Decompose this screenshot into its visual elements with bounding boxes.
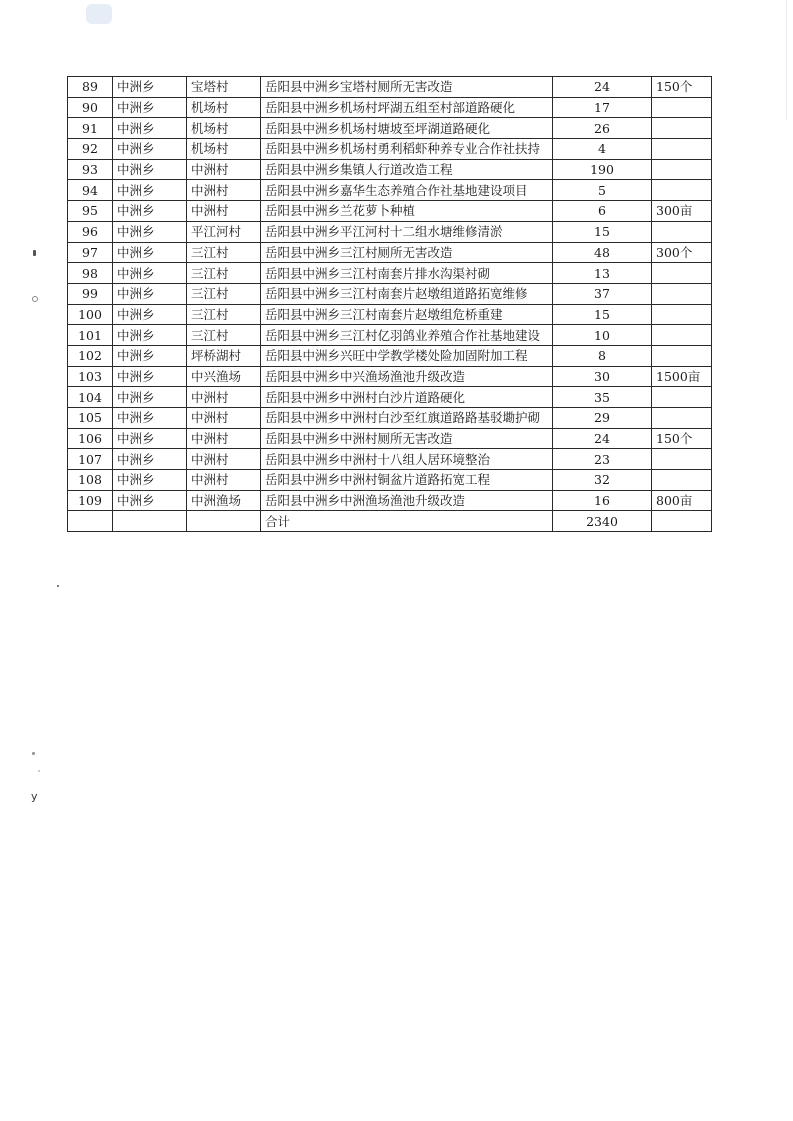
table-row (68, 180, 712, 201)
row-number-cell: 93 (68, 159, 113, 180)
township-cell: 中洲乡 (113, 77, 187, 98)
scale-cell (652, 118, 712, 139)
scan-speck (32, 296, 38, 302)
row-number-cell: 98 (68, 263, 113, 284)
table-row (68, 325, 712, 346)
amount-cell: 15 (553, 221, 652, 242)
total-row (68, 511, 712, 532)
village-cell: 三江村 (187, 325, 261, 346)
table-row (68, 221, 712, 242)
amount-cell: 23 (553, 449, 652, 470)
scan-speck (57, 585, 59, 587)
row-number-cell: 101 (68, 325, 113, 346)
amount-cell: 10 (553, 325, 652, 346)
scan-speck (33, 250, 36, 256)
table-row (68, 428, 712, 449)
township-cell: 中洲乡 (113, 449, 187, 470)
scale-cell (652, 180, 712, 201)
scale-cell (652, 221, 712, 242)
township-cell: 中洲乡 (113, 325, 187, 346)
scale-cell (652, 283, 712, 304)
township-cell: 中洲乡 (113, 263, 187, 284)
township-cell: 中洲乡 (113, 283, 187, 304)
row-number-cell: 107 (68, 449, 113, 470)
township-cell: 中洲乡 (113, 428, 187, 449)
village-cell: 中洲村 (187, 201, 261, 222)
amount-cell: 24 (553, 77, 652, 98)
project-name-cell: 岳阳县中洲乡三江村南套片赵墩组道路拓宽维修 (261, 283, 553, 304)
table-row (68, 449, 712, 470)
scan-speck (38, 770, 40, 772)
table-row (68, 97, 712, 118)
row-number-cell: 105 (68, 408, 113, 429)
amount-cell: 35 (553, 387, 652, 408)
scan-speck (32, 752, 35, 755)
scale-cell (652, 263, 712, 284)
table-row (68, 490, 712, 511)
project-name-cell: 岳阳县中洲乡中兴渔场渔池升级改造 (261, 366, 553, 387)
village-cell: 宝塔村 (187, 77, 261, 98)
project-name-cell: 岳阳县中洲乡机场村坪湖五组至村部道路硬化 (261, 97, 553, 118)
total-empty-cell (187, 511, 261, 532)
amount-cell: 48 (553, 242, 652, 263)
village-cell: 中洲村 (187, 408, 261, 429)
row-number-cell: 106 (68, 428, 113, 449)
project-name-cell: 岳阳县中洲乡嘉华生态养殖合作社基地建设项目 (261, 180, 553, 201)
township-cell: 中洲乡 (113, 180, 187, 201)
scale-cell: 150个 (652, 77, 712, 98)
village-cell: 机场村 (187, 118, 261, 139)
township-cell: 中洲乡 (113, 304, 187, 325)
scale-cell: 800亩 (652, 490, 712, 511)
amount-cell: 29 (553, 408, 652, 429)
amount-cell: 4 (553, 139, 652, 160)
scale-cell: 150个 (652, 428, 712, 449)
table-row (68, 242, 712, 263)
row-number-cell: 103 (68, 366, 113, 387)
scale-cell (652, 408, 712, 429)
project-name-cell: 岳阳县中洲乡三江村厕所无害改造 (261, 242, 553, 263)
township-cell: 中洲乡 (113, 118, 187, 139)
village-cell: 三江村 (187, 283, 261, 304)
project-name-cell: 岳阳县中洲乡机场村勇利稻虾种养专业合作社扶持 (261, 139, 553, 160)
table-row (68, 408, 712, 429)
township-cell: 中洲乡 (113, 490, 187, 511)
table-row (68, 159, 712, 180)
village-cell: 中兴渔场 (187, 366, 261, 387)
amount-cell: 16 (553, 490, 652, 511)
table-row (68, 283, 712, 304)
amount-cell: 6 (553, 201, 652, 222)
village-cell: 中洲村 (187, 180, 261, 201)
scale-cell (652, 97, 712, 118)
row-number-cell: 95 (68, 201, 113, 222)
table-row (68, 201, 712, 222)
amount-cell: 37 (553, 283, 652, 304)
scale-cell (652, 449, 712, 470)
row-number-cell: 94 (68, 180, 113, 201)
row-number-cell: 102 (68, 345, 113, 366)
scan-edge-line (786, 0, 787, 120)
township-cell: 中洲乡 (113, 221, 187, 242)
row-number-cell: 90 (68, 97, 113, 118)
scale-cell: 1500亩 (652, 366, 712, 387)
amount-cell: 13 (553, 263, 652, 284)
total-empty-cell (652, 511, 712, 532)
amount-cell: 32 (553, 470, 652, 491)
project-name-cell: 岳阳县中洲乡中洲村铜盆片道路拓宽工程 (261, 470, 553, 491)
row-number-cell: 104 (68, 387, 113, 408)
township-cell: 中洲乡 (113, 345, 187, 366)
township-cell: 中洲乡 (113, 97, 187, 118)
total-amount-cell: 2340 (553, 511, 652, 532)
amount-cell: 5 (553, 180, 652, 201)
amount-cell: 15 (553, 304, 652, 325)
village-cell: 中洲渔场 (187, 490, 261, 511)
table-row (68, 263, 712, 284)
village-cell: 中洲村 (187, 387, 261, 408)
village-cell: 三江村 (187, 263, 261, 284)
scale-cell (652, 345, 712, 366)
project-name-cell: 岳阳县中洲乡兴旺中学教学楼处险加固附加工程 (261, 345, 553, 366)
row-number-cell: 100 (68, 304, 113, 325)
township-cell: 中洲乡 (113, 366, 187, 387)
row-number-cell: 108 (68, 470, 113, 491)
township-cell: 中洲乡 (113, 139, 187, 160)
table-row (68, 118, 712, 139)
project-name-cell: 岳阳县中洲乡平江河村十二组水塘维修清淤 (261, 221, 553, 242)
total-empty-cell (68, 511, 113, 532)
project-name-cell: 岳阳县中洲乡中洲渔场渔池升级改造 (261, 490, 553, 511)
amount-cell: 17 (553, 97, 652, 118)
project-name-cell: 岳阳县中洲乡中洲村白沙片道路硬化 (261, 387, 553, 408)
township-cell: 中洲乡 (113, 201, 187, 222)
project-name-cell: 岳阳县中洲乡三江村南套片赵墩组危桥重建 (261, 304, 553, 325)
project-name-cell: 岳阳县中洲乡三江村南套片排水沟渠衬砌 (261, 263, 553, 284)
village-cell: 中洲村 (187, 449, 261, 470)
project-name-cell: 岳阳县中洲乡中洲村白沙至红旗道路路基驳墈护砌 (261, 408, 553, 429)
table-row (68, 139, 712, 160)
row-number-cell: 91 (68, 118, 113, 139)
project-name-cell: 岳阳县中洲乡兰花萝卜种植 (261, 201, 553, 222)
margin-mark: y (31, 790, 38, 803)
table-row (68, 77, 712, 98)
table-row (68, 470, 712, 491)
row-number-cell: 109 (68, 490, 113, 511)
project-name-cell: 岳阳县中洲乡三江村亿羽鸽业养殖合作社基地建设 (261, 325, 553, 346)
township-cell: 中洲乡 (113, 408, 187, 429)
scale-cell: 300亩 (652, 201, 712, 222)
village-cell: 三江村 (187, 242, 261, 263)
scale-cell (652, 387, 712, 408)
scale-cell (652, 139, 712, 160)
table-body (68, 77, 712, 532)
township-cell: 中洲乡 (113, 242, 187, 263)
project-name-cell: 岳阳县中洲乡机场村塘坡至坪湖道路硬化 (261, 118, 553, 139)
row-number-cell: 89 (68, 77, 113, 98)
total-label-cell: 合计 (261, 511, 553, 532)
township-cell: 中洲乡 (113, 387, 187, 408)
amount-cell: 190 (553, 159, 652, 180)
village-cell: 机场村 (187, 97, 261, 118)
table-row (68, 387, 712, 408)
village-cell: 坪桥湖村 (187, 345, 261, 366)
row-number-cell: 96 (68, 221, 113, 242)
village-cell: 中洲村 (187, 470, 261, 491)
township-cell: 中洲乡 (113, 470, 187, 491)
amount-cell: 24 (553, 428, 652, 449)
scan-artifact (86, 4, 112, 24)
row-number-cell: 99 (68, 283, 113, 304)
township-cell: 中洲乡 (113, 159, 187, 180)
amount-cell: 8 (553, 345, 652, 366)
scale-cell (652, 304, 712, 325)
scale-cell (652, 325, 712, 346)
project-name-cell: 岳阳县中洲乡中洲村厕所无害改造 (261, 428, 553, 449)
amount-cell: 30 (553, 366, 652, 387)
table-row (68, 304, 712, 325)
project-name-cell: 岳阳县中洲乡宝塔村厕所无害改造 (261, 77, 553, 98)
village-cell: 中洲村 (187, 159, 261, 180)
row-number-cell: 92 (68, 139, 113, 160)
scale-cell (652, 159, 712, 180)
table-row (68, 345, 712, 366)
village-cell: 中洲村 (187, 428, 261, 449)
village-cell: 平江河村 (187, 221, 261, 242)
scale-cell (652, 470, 712, 491)
project-name-cell: 岳阳县中洲乡集镇人行道改造工程 (261, 159, 553, 180)
village-cell: 机场村 (187, 139, 261, 160)
project-name-cell: 岳阳县中洲乡中洲村十八组人居环境整治 (261, 449, 553, 470)
village-cell: 三江村 (187, 304, 261, 325)
total-empty-cell (113, 511, 187, 532)
table-row (68, 366, 712, 387)
project-table (67, 76, 712, 532)
scale-cell: 300个 (652, 242, 712, 263)
row-number-cell: 97 (68, 242, 113, 263)
amount-cell: 26 (553, 118, 652, 139)
